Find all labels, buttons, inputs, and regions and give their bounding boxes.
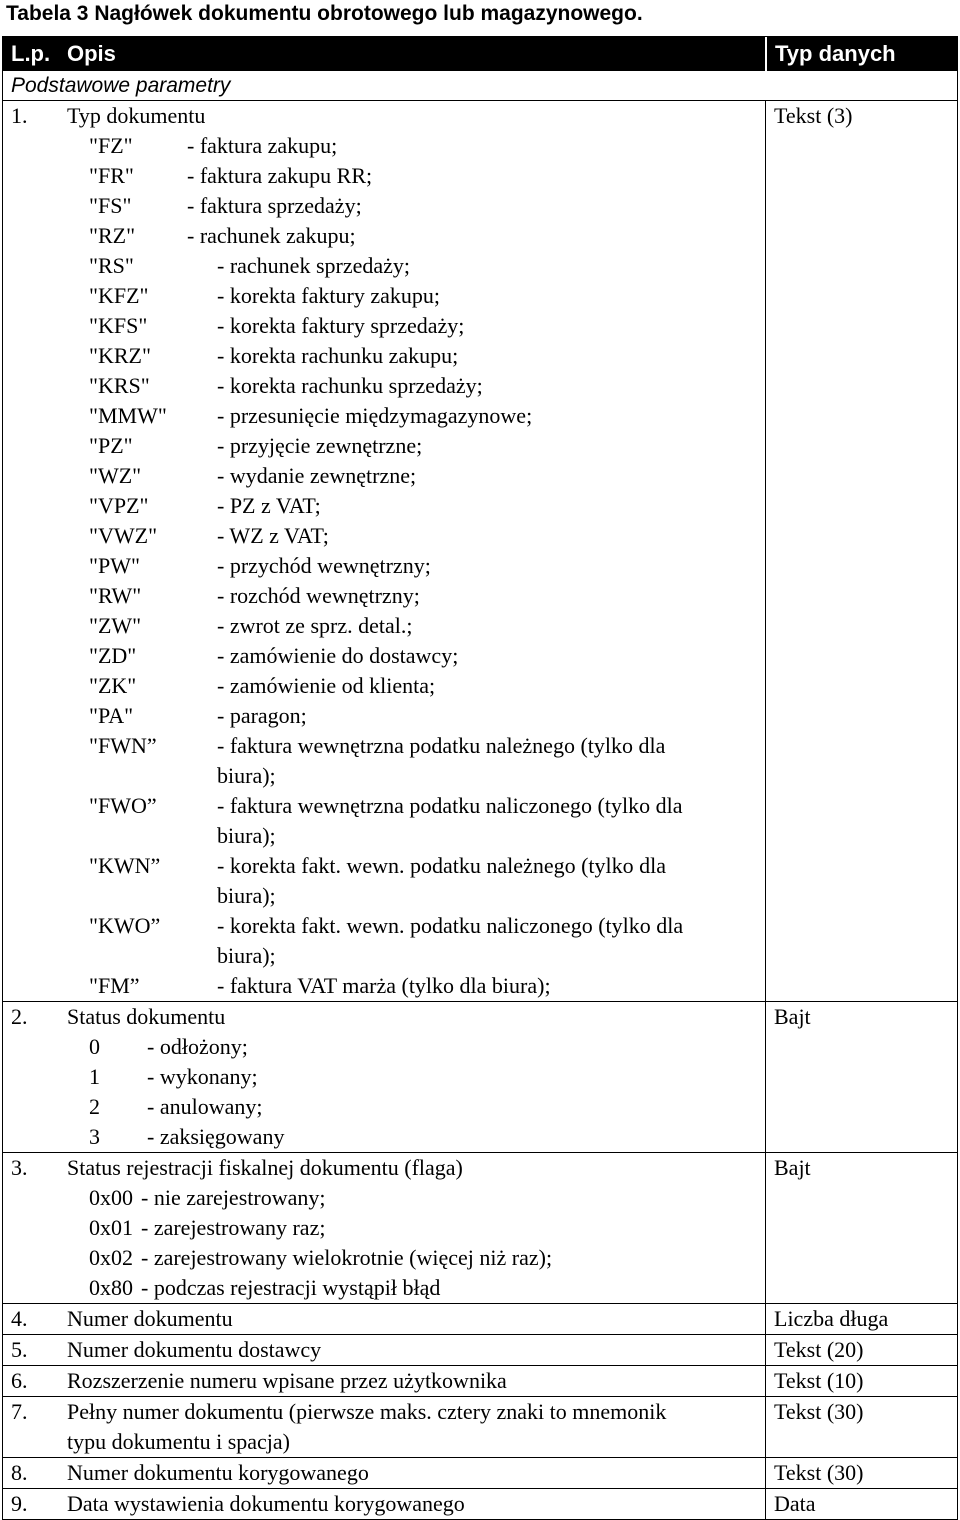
code-value: "VWZ" [89, 523, 158, 548]
code-description: - zamówienie od klienta; [217, 673, 436, 698]
code-description: - zarejestrowany wielokrotnie (więcej niż raz); [141, 1245, 553, 1270]
code-description: - wykonany; [147, 1064, 258, 1089]
code-entry [67, 1243, 765, 1273]
row-number: 4. [11, 1306, 28, 1331]
code-value: "KFS" [89, 313, 148, 338]
code-value: "RS" [89, 253, 134, 278]
code-description: - nie zarejestrowany; [141, 1185, 326, 1210]
code-value: "RZ" [89, 223, 136, 248]
code-entry [67, 671, 765, 701]
code-value: 0x01 [89, 1215, 133, 1240]
code-value: "KWN” [89, 853, 161, 878]
code-description: - paragon; [217, 703, 307, 728]
row-title: Status rejestracji fiskalnej dokumentu (flaga) [67, 1155, 463, 1180]
code-entry [67, 431, 765, 461]
table-row [3, 1489, 957, 1520]
row-title: Numer dokumentu [67, 1306, 233, 1331]
code-entry [67, 371, 765, 401]
code-entry [67, 971, 765, 1001]
code-description: - zamówienie do dostawcy; [217, 643, 459, 668]
table-row [3, 1458, 957, 1489]
code-entry [67, 731, 765, 761]
code-description: - rozchód wewnętrzny; [217, 583, 420, 608]
code-entry [67, 281, 765, 311]
table-row [3, 1153, 957, 1304]
row-description [67, 1397, 765, 1457]
code-value: "ZK" [89, 673, 137, 698]
row-title: Typ dokumentu [67, 103, 206, 128]
row-title-continued: typu dokumentu i spacja) [67, 1429, 291, 1454]
code-description: - korekta fakt. wewn. podatku naliczonego (tylko dla [217, 913, 684, 938]
row-description [67, 1458, 765, 1488]
row-data-type: Bajt [765, 1153, 957, 1303]
code-value: 0x02 [89, 1245, 133, 1270]
row-number: 2. [11, 1004, 28, 1029]
table-header-row [3, 37, 957, 71]
table-row [3, 1304, 957, 1335]
code-value: "WZ" [89, 463, 142, 488]
code-value: "KWO” [89, 913, 161, 938]
row-title: Numer dokumentu korygowanego [67, 1460, 369, 1485]
code-description: - faktura VAT marża (tylko dla biura); [217, 973, 551, 998]
code-description: - WZ z VAT; [217, 523, 329, 548]
row-data-type: Tekst (3) [765, 101, 957, 1001]
code-description-continued: biura); [217, 823, 276, 848]
code-description: - rachunek zakupu; [187, 223, 356, 248]
row-number: 6. [11, 1368, 28, 1393]
code-entry [67, 1092, 765, 1122]
row-data-type: Data [765, 1489, 957, 1519]
code-description: - korekta rachunku sprzedaży; [217, 373, 483, 398]
code-description: - zaksięgowany [147, 1124, 285, 1149]
row-data-type: Liczba długa [765, 1304, 957, 1334]
code-value: 0 [89, 1034, 100, 1059]
code-value: "FS" [89, 193, 132, 218]
row-data-type: Tekst (30) [765, 1458, 957, 1488]
table-caption: Tabela 3 Nagłówek dokumentu obrotowego lub magazynowego. [6, 2, 643, 25]
code-description: - podczas rejestracji wystąpił błąd [141, 1275, 441, 1300]
header-opis: Opis [67, 41, 116, 66]
header-lp: L.p. [11, 41, 51, 66]
code-value: "ZW" [89, 613, 142, 638]
code-value: "MMW" [89, 403, 167, 428]
code-description: - korekta fakt. wewn. podatku należnego (tylko dla [217, 853, 667, 878]
row-number: 3. [11, 1155, 28, 1180]
code-value: "ZD" [89, 643, 137, 668]
row-description [67, 1366, 765, 1396]
code-entry [67, 1032, 765, 1062]
row-description [67, 1335, 765, 1365]
row-description [67, 1002, 765, 1152]
code-description: - faktura zakupu RR; [187, 163, 373, 188]
code-entry [67, 311, 765, 341]
code-entry [67, 641, 765, 671]
code-entry [67, 791, 765, 821]
row-title: Data wystawienia dokumentu korygowanego [67, 1491, 465, 1516]
row-description [67, 1153, 765, 1303]
row-description [67, 1489, 765, 1519]
row-title: Rozszerzenie numeru wpisane przez użytkownika [67, 1368, 507, 1393]
code-entry [67, 911, 765, 941]
row-data-type: Tekst (30) [765, 1397, 957, 1457]
code-value: "FR" [89, 163, 134, 188]
code-entry [67, 851, 765, 881]
code-description: - faktura sprzedaży; [187, 193, 362, 218]
row-title: Numer dokumentu dostawcy [67, 1337, 322, 1362]
code-entry [67, 581, 765, 611]
code-value: "KRS" [89, 373, 150, 398]
code-description: - zarejestrowany raz; [141, 1215, 326, 1240]
code-entry [67, 1062, 765, 1092]
row-data-type: Tekst (20) [765, 1335, 957, 1365]
code-entry [67, 251, 765, 281]
code-value: "RW" [89, 583, 142, 608]
code-value: "VPZ" [89, 493, 149, 518]
code-description-continued: biura); [217, 883, 276, 908]
code-value: "FWO” [89, 793, 157, 818]
code-description-continued: biura); [217, 943, 276, 968]
code-entry [67, 521, 765, 551]
code-entry [67, 611, 765, 641]
row-title: Status dokumentu [67, 1004, 226, 1029]
code-description: - korekta rachunku zakupu; [217, 343, 459, 368]
code-value: "KRZ" [89, 343, 151, 368]
code-value: "KFZ" [89, 283, 149, 308]
row-number: 8. [11, 1460, 28, 1485]
header-typ-danych: Typ danych [765, 37, 957, 71]
code-description: - korekta faktury zakupu; [217, 283, 440, 308]
table-row [3, 1397, 957, 1458]
code-value: 0x80 [89, 1275, 133, 1300]
code-value: "FWN” [89, 733, 157, 758]
code-entry [67, 1213, 765, 1243]
row-data-type: Bajt [765, 1002, 957, 1152]
code-description: - przychód wewnętrzny; [217, 553, 431, 578]
code-value: "PZ" [89, 433, 133, 458]
code-entry [67, 1122, 765, 1152]
row-data-type: Tekst (10) [765, 1366, 957, 1396]
code-description: - PZ z VAT; [217, 493, 321, 518]
code-entry [67, 341, 765, 371]
code-entry [67, 191, 765, 221]
code-description: - faktura wewnętrzna podatku należnego (tylko dla [217, 733, 666, 758]
code-entry [67, 161, 765, 191]
code-description: - korekta faktury sprzedaży; [217, 313, 465, 338]
code-entry [67, 1273, 765, 1303]
code-entry [67, 701, 765, 731]
code-description: - zwrot ze sprz. detal.; [217, 613, 413, 638]
code-entry [67, 551, 765, 581]
row-number: 9. [11, 1491, 28, 1516]
code-entry [67, 461, 765, 491]
code-value: "FZ" [89, 133, 133, 158]
code-description: - przesunięcie międzymagazynowe; [217, 403, 533, 428]
code-entry [67, 491, 765, 521]
code-description-continued: biura); [217, 763, 276, 788]
code-description: - faktura wewnętrzna podatku naliczonego (tylko dla [217, 793, 683, 818]
code-entry [67, 1183, 765, 1213]
table-row [3, 101, 957, 1002]
code-description: - wydanie zewnętrzne; [217, 463, 417, 488]
row-number: 1. [11, 103, 28, 128]
table-row [3, 1366, 957, 1397]
table-row [3, 1335, 957, 1366]
row-title: Pełny numer dokumentu (pierwsze maks. cztery znaki to mnemonik [67, 1399, 667, 1424]
code-description: - odłożony; [147, 1034, 248, 1059]
code-value: "FM” [89, 973, 140, 998]
code-description: - faktura zakupu; [187, 133, 338, 158]
row-number: 5. [11, 1337, 28, 1362]
row-description [67, 1304, 765, 1334]
code-value: "PW" [89, 553, 140, 578]
code-value: 0x00 [89, 1185, 133, 1210]
code-value: "PA" [89, 703, 134, 728]
code-value: 3 [89, 1124, 100, 1149]
code-entry [67, 131, 765, 161]
code-entry [67, 401, 765, 431]
table-row [3, 1002, 957, 1153]
code-value: 1 [89, 1064, 100, 1089]
section-title: Podstawowe parametry [3, 71, 957, 101]
code-value: 2 [89, 1094, 100, 1119]
code-description: - przyjęcie zewnętrzne; [217, 433, 423, 458]
row-number: 7. [11, 1399, 28, 1424]
code-description: - rachunek sprzedaży; [217, 253, 411, 278]
document-header-table [2, 36, 958, 1520]
code-description: - anulowany; [147, 1094, 263, 1119]
code-entry [67, 221, 765, 251]
row-description [67, 101, 765, 1001]
